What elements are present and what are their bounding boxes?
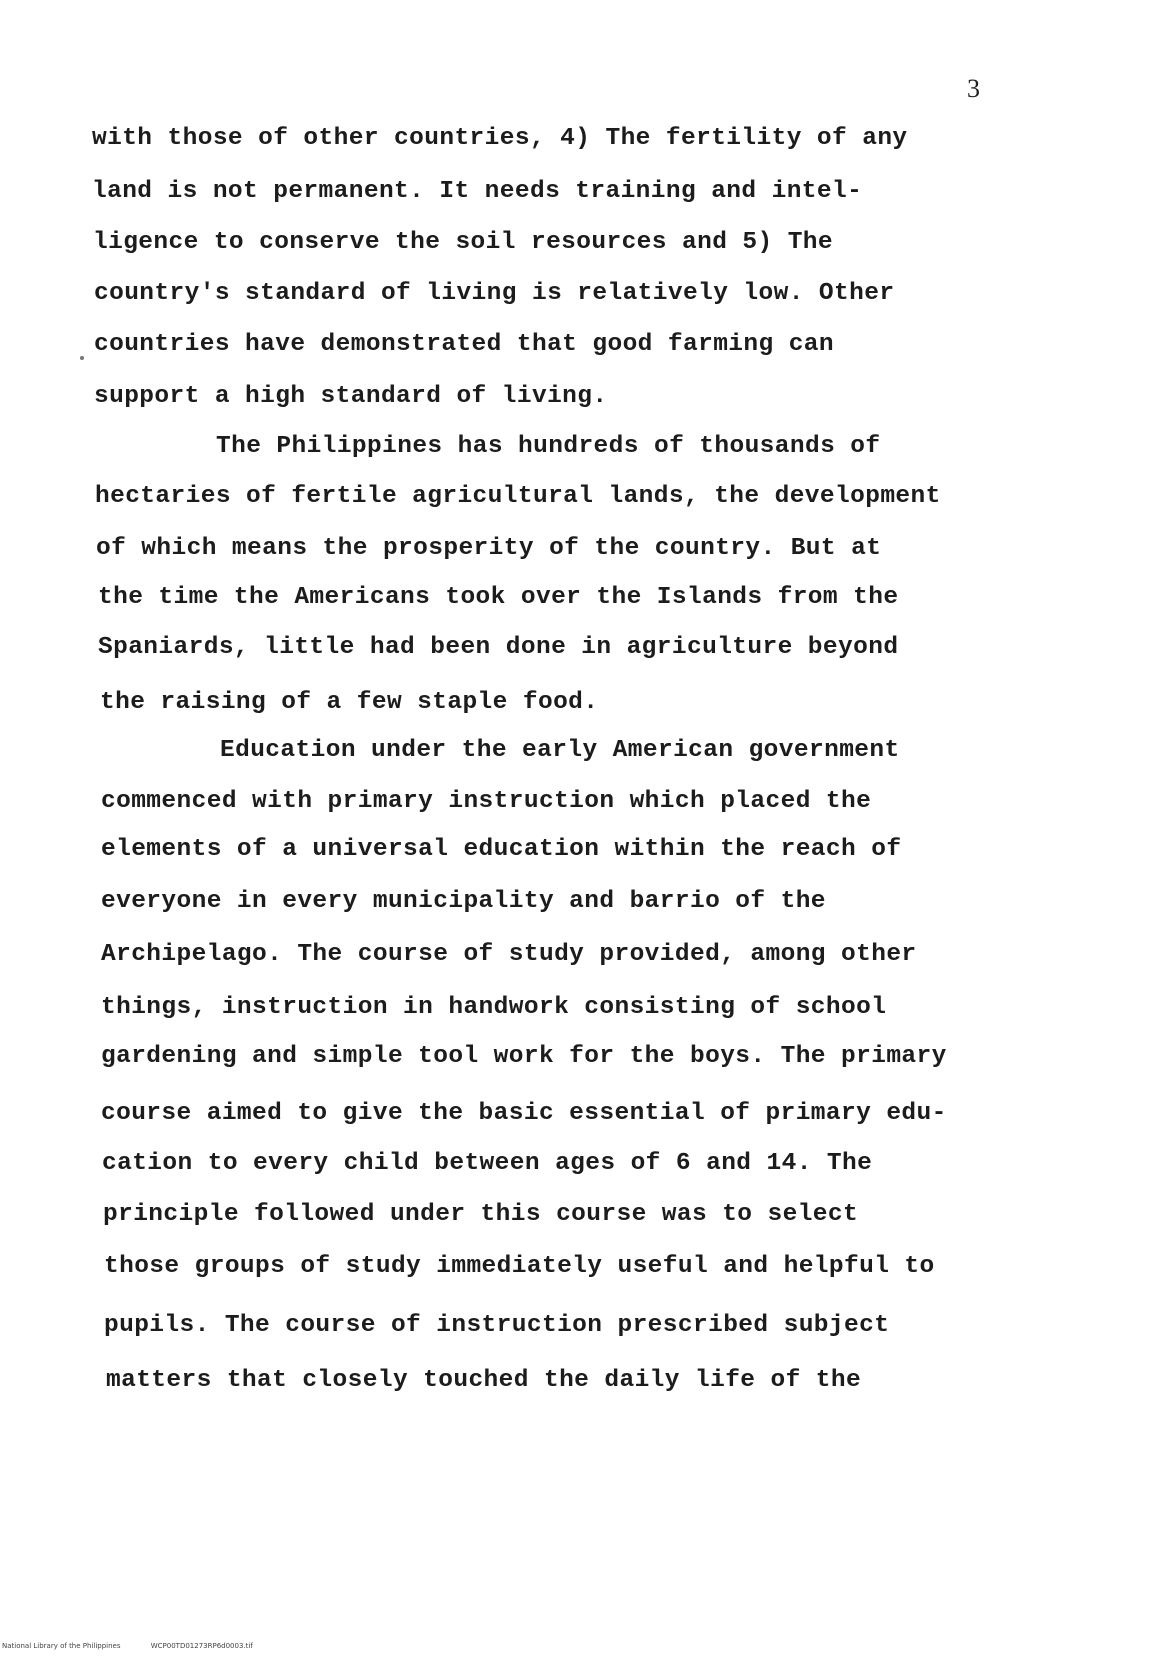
text-line: support a high standard of living.	[94, 383, 608, 410]
text-line: with those of other countries, 4) The fertility of any	[92, 125, 908, 152]
text-line: cation to every child between ages of 6 and 14. The	[102, 1150, 873, 1177]
scan-footer	[2, 1642, 281, 1650]
text-line: countries have demonstrated that good farming can	[94, 331, 835, 358]
file-id: WCP00TD01273RP6d0003.tif	[150, 1642, 253, 1650]
text-line: matters that closely touched the daily life of the	[106, 1367, 862, 1394]
text-line: the raising of a few staple food.	[100, 689, 599, 716]
text-line: principle followed under this course was to select	[103, 1201, 859, 1228]
text-line: the time the Americans took over the Islands from the	[98, 584, 899, 611]
scan-speck	[80, 356, 84, 360]
text-line: of which means the prosperity of the country. But at	[96, 535, 882, 562]
text-line: The Philippines has hundreds of thousands of	[216, 433, 881, 460]
library-credit: National Library of the Philippines	[2, 1642, 121, 1650]
text-line: land is not permanent. It needs training and intel-	[92, 178, 863, 205]
text-line: ligence to conserve the soil resources and 5) The	[93, 229, 834, 256]
text-line: elements of a universal education within the reach of	[101, 836, 902, 863]
text-line: course aimed to give the basic essential of primary edu-	[101, 1100, 947, 1127]
text-line: Education under the early American government	[220, 737, 900, 764]
text-line: things, instruction in handwork consisting of school	[101, 994, 887, 1021]
text-line: those groups of study immediately useful and helpful to	[104, 1253, 935, 1280]
text-line: gardening and simple tool work for the boys. The primary	[101, 1043, 947, 1070]
text-line: country's standard of living is relatively low. Other	[94, 280, 895, 307]
text-line: everyone in every municipality and barrio of the	[101, 888, 826, 915]
text-line: commenced with primary instruction which placed the	[101, 788, 872, 815]
page-number: 3	[967, 74, 980, 103]
text-line: pupils. The course of instruction prescribed subject	[104, 1312, 890, 1339]
text-line: Spaniards, little had been done in agriculture beyond	[98, 634, 899, 661]
text-line: Archipelago. The course of study provided, among other	[101, 941, 917, 968]
text-line: hectaries of fertile agricultural lands, the development	[95, 483, 941, 510]
